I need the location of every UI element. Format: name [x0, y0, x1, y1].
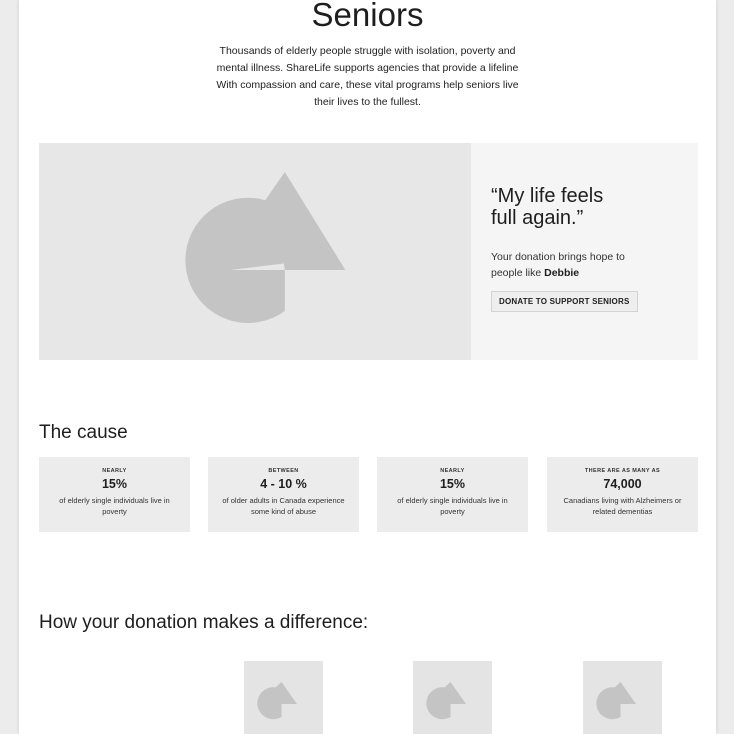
stat-desc-line: Canadians living with Alzheimers or [563, 496, 682, 505]
intro-text [199, 43, 536, 111]
stat-description [43, 495, 186, 517]
stat-description [551, 495, 694, 517]
hero-quote-panel [471, 143, 698, 360]
difference-title: How your donation makes a difference: [39, 612, 369, 633]
stat-kicker: THERE ARE AS MANY AS [584, 468, 661, 474]
page [19, 0, 716, 734]
stat-kicker: NEARLY [440, 468, 465, 474]
intro-line: mental illness. ShareLife supports agencies that provide a lifeline [216, 62, 519, 74]
stat-value: 15% [101, 477, 128, 491]
intro-line: their lives to the fullest. [314, 96, 421, 108]
difference-tile [583, 661, 662, 734]
stat-card [377, 457, 528, 532]
placeholder-shapes-icon [244, 661, 323, 734]
stat-desc-line: of elderly single individuals live in [397, 496, 508, 505]
stat-card [208, 457, 359, 532]
stat-description [381, 495, 524, 517]
quote-line: “My life feels [491, 185, 604, 207]
stat-card [547, 457, 698, 532]
intro-line: Thousands of elderly people struggle with isolation, poverty and [219, 45, 516, 57]
placeholder-shapes-icon [583, 661, 662, 734]
stat-desc-line: related dementias [592, 507, 653, 516]
stat-desc-line: of older adults in Canada experience [222, 496, 345, 505]
stat-desc-line: poverty [102, 507, 127, 516]
stat-kicker: NEARLY [102, 468, 127, 474]
stat-value: 4 - 10 % [260, 477, 307, 491]
difference-tile [244, 661, 323, 734]
stat-value: 15% [439, 477, 466, 491]
stat-desc-line: poverty [440, 507, 465, 516]
stat-desc-line: some kind of abuse [250, 507, 317, 516]
stat-description [212, 495, 355, 517]
placeholder-shapes-icon [413, 661, 492, 734]
page-title: Seniors [311, 0, 424, 33]
hero-image [39, 143, 471, 360]
hero-section [39, 143, 698, 360]
stat-card [39, 457, 190, 532]
hope-line: Your donation brings hope to [491, 251, 625, 263]
cause-title: The cause [39, 422, 128, 443]
hope-text [491, 249, 681, 281]
hope-line: people like [491, 267, 542, 279]
stat-value: 74,000 [603, 477, 642, 491]
stats-row [39, 457, 698, 532]
intro-line: With compassion and care, these vital programs help seniors live [216, 79, 519, 91]
quote-line: full again.” [491, 207, 584, 229]
stat-kicker: BETWEEN [268, 468, 299, 474]
hope-name: Debbie [544, 267, 580, 279]
donate-button[interactable]: DONATE TO SUPPORT SENIORS [491, 291, 638, 312]
difference-tile [413, 661, 492, 734]
placeholder-shapes-icon [39, 143, 471, 360]
stat-desc-line: of elderly single individuals live in [59, 496, 170, 505]
testimonial-quote [491, 185, 671, 229]
